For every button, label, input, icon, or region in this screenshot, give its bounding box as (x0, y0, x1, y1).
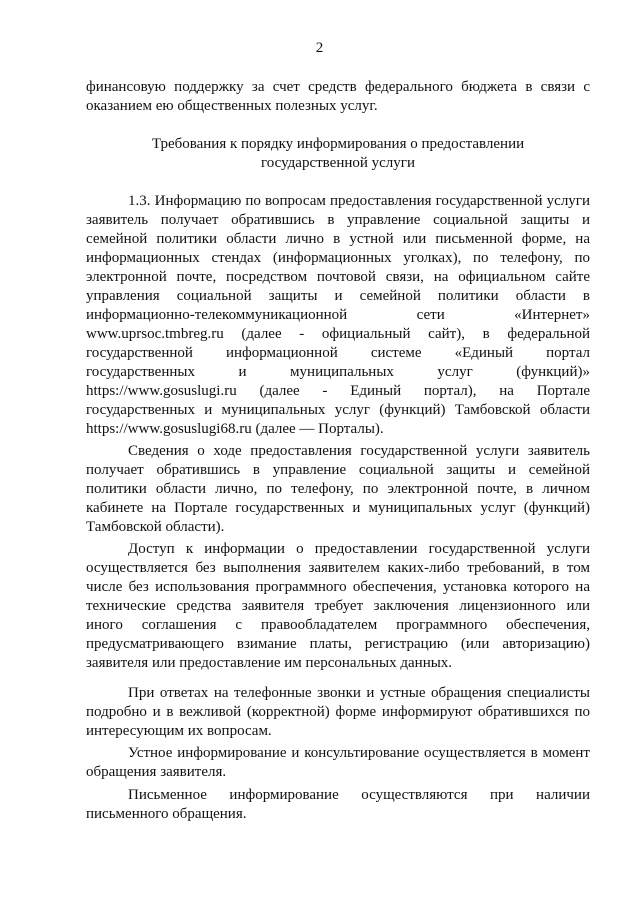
paragraph-1-3-line-10: государственных и муниципальных услуг (функций)» (86, 364, 590, 380)
paragraph-5-line-1: Устное информирование и консультирование осуществляется в момент (128, 745, 590, 761)
intro-line-2: оказанием ею общественных полезных услуг. (86, 98, 378, 114)
paragraph-3-line-1: Доступ к информации о предоставлении государственной услуги (128, 541, 590, 557)
paragraph-1-3-line-8: www.uprsoc.tmbreg.ru (далее - официальный сайт), в федеральной (86, 326, 590, 342)
paragraph-3-line-7: заявителя или предоставление им персональных данных. (86, 655, 453, 671)
paragraph-1-3-line-7: информационно-телекоммуникационной сети «Интернет» (86, 307, 590, 323)
paragraph-1-3-line-4: информационных стендах (информационных уголках), по телефону, по (86, 250, 590, 266)
paragraph-3-line-3: числе без использования программного обеспечения, установка которого на (86, 579, 590, 595)
paragraph-1-3-line-5: электронной почте, посредством почтовой связи, на официальном сайте (86, 269, 590, 285)
paragraph-3-line-4: технические средства заявителя требует заключения лицензионного или (86, 598, 590, 614)
paragraph-2-line-2: получает обратившись в управление социальной защиты и семейной (86, 462, 590, 478)
paragraph-4-line-2: подробно и в вежливой (корректной) форме информируют обратившихся по (86, 704, 590, 720)
paragraph-3-line-2: осуществляется без выполнения заявителем каких-либо требований, в том (86, 560, 590, 576)
intro-line-1: финансовую поддержку за счет средств федерального бюджета в связи с (86, 79, 590, 95)
paragraph-1-3-line-6: управления социальной защиты и семейной политики области в (86, 288, 590, 304)
section-heading-line-1: Требования к порядку информирования о предоставлении (151, 136, 525, 152)
paragraph-5-line-2: обращения заявителя. (86, 764, 227, 780)
paragraph-3-line-6: предусматривающего взимание платы, регистрацию (или авторизацию) (86, 636, 590, 652)
paragraph-1-3-line-12: государственных и муниципальных услуг (функций) Тамбовской области (86, 402, 590, 418)
section-heading-line-2: государственной услуги (261, 155, 415, 171)
paragraph-2-line-4: кабинете на Портале государственных и муниципальных услуг (функций) (86, 500, 590, 516)
paragraph-6-line-2: письменного обращения. (86, 806, 247, 822)
paragraph-1-3-line-11: https://www.gosuslugi.ru (далее - Единый портал), на Портале (86, 383, 590, 399)
paragraph-6-line-1: Письменное информирование осуществляются при наличии (128, 787, 590, 803)
page-number: 2 (315, 40, 324, 56)
paragraph-4-line-3: интересующим их вопросам. (86, 723, 272, 739)
paragraph-1-3-line-2: заявитель получает обратившись в управление социальной защиты и (86, 212, 590, 228)
paragraph-1-3-line-9: государственной информационной системе «Единый портал (86, 345, 590, 361)
paragraph-2-line-5: Тамбовской области). (86, 519, 225, 535)
paragraph-2-line-3: политики области лично, по телефону, по электронной почте, в личном (86, 481, 590, 497)
paragraph-2-line-1: Сведения о ходе предоставления государственной услуги заявитель (128, 443, 590, 459)
paragraph-1-3-line-1: 1.3. Информацию по вопросам предоставления государственной услуги (128, 193, 590, 209)
paragraph-1-3-line-3: семейной политики области лично в устной или письменной форме, на (86, 231, 590, 247)
paragraph-4-line-1: При ответах на телефонные звонки и устные обращения специалисты (128, 685, 590, 701)
paragraph-1-3-line-13: https://www.gosuslugi68.ru (далее — Порталы). (86, 421, 384, 437)
paragraph-3-line-5: иного соглашения с правообладателем программного обеспечения, (86, 617, 590, 633)
